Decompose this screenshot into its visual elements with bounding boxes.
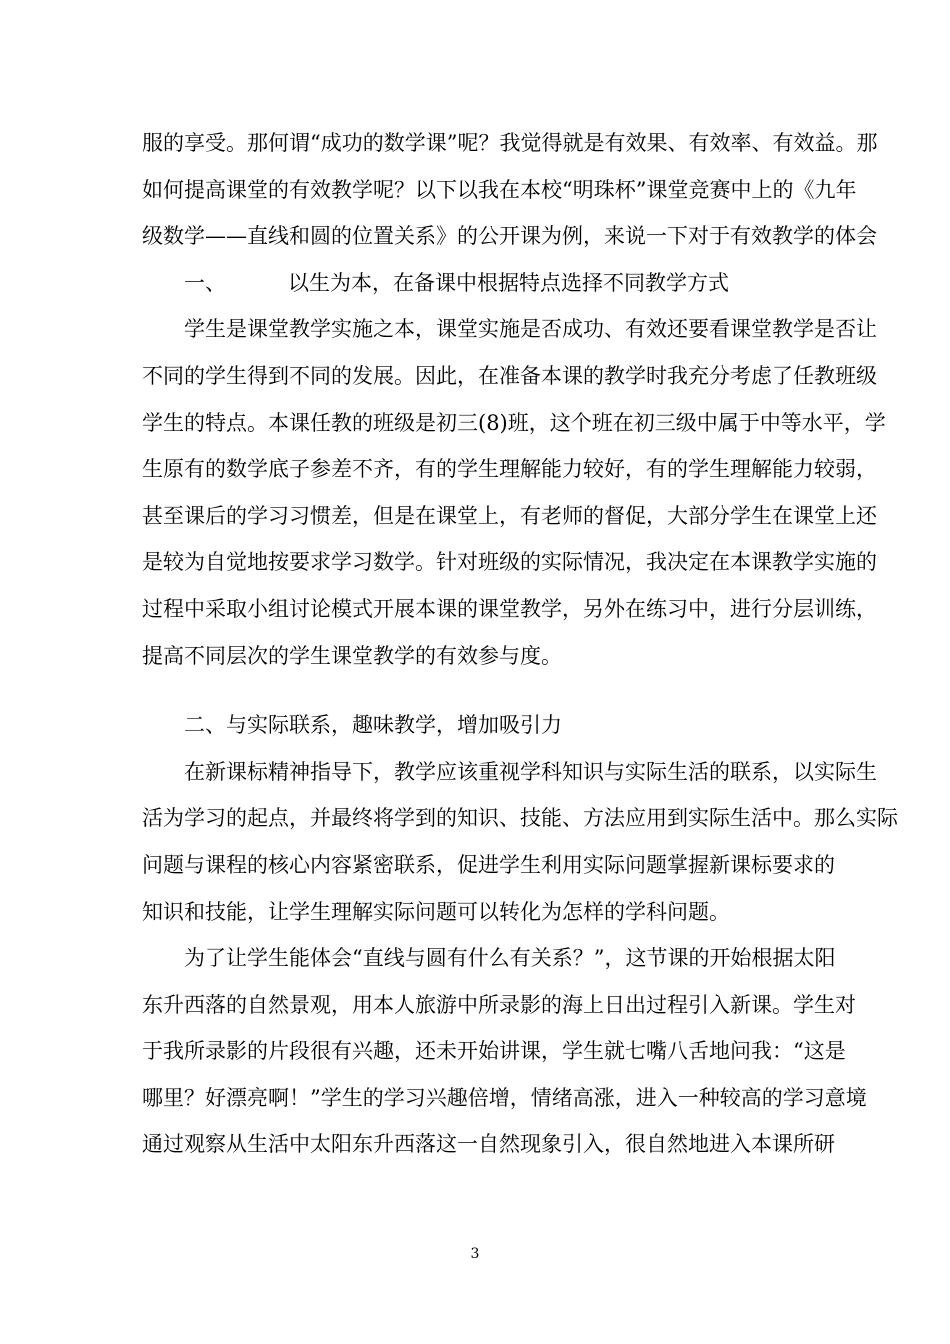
text-line: 于我所录影的片段很有兴趣，还未开始讲课，学生就七嘴八舌地问我：“这是	[142, 1039, 846, 1064]
section-heading-number: 一、	[184, 270, 226, 295]
section-heading-1	[142, 260, 808, 307]
text-line: 提高不同层次的学生课堂教学的有效参与度。	[142, 643, 562, 668]
text-line: 为了让学生能体会“直线与圆有什么有关系？”，这节课的开始根据太阳	[184, 946, 836, 971]
paragraph-gap	[142, 679, 808, 702]
text-line: 哪里？好漂亮啊！”学生的学习兴趣倍增，情绪高涨，进入一种较高的学习意境	[142, 1085, 867, 1110]
section-heading-2: 二、与实际联系，趣味教学，增加吸引力	[184, 713, 562, 738]
section-heading-text: 以生为本，在备课中根据特点选择不同教学方式	[288, 270, 729, 295]
text-line: 服的享受。那何谓“成功的数学课”呢？我觉得就是有效果、有效率、有效益。那	[142, 131, 878, 155]
text-line: 甚至课后的学习习惯差，但是在课堂上，有老师的督促，大部分学生在课堂上还	[142, 503, 877, 528]
text-line: 是较为自觉地按要求学习数学。针对班级的实际情况，我决定在本课教学实施的	[142, 550, 877, 575]
text-line: 问题与课程的核心内容紧密联系，促进学生利用实际问题掌握新课标要求的	[142, 852, 835, 877]
text-line: 活为学习的起点，并最终将学到的知识、技能、方法应用到实际生活中。那么实际	[142, 806, 898, 831]
text-line: 不同的学生得到不同的发展。因此，在准备本课的教学时我充分考虑了任教班级	[142, 363, 877, 388]
body-text	[142, 120, 898, 1168]
text-line: 通过观察从生活中太阳东升西落这一自然现象引入，很自然地进入本课所研	[142, 1132, 835, 1157]
text-line: 生原有的数学底子参差不齐，有的学生理解能力较好，有的学生理解能力较弱，	[142, 457, 877, 482]
text-line: 在新课标精神指导下，教学应该重视学科知识与实际生活的联系，以实际生	[184, 759, 877, 784]
text-line: 过程中采取小组讨论模式开展本课的课堂教学，另外在练习中，进行分层训练，	[142, 596, 877, 621]
page-number: 3	[470, 1246, 480, 1262]
text-line: 学生是课堂教学实施之本，课堂实施是否成功、有效还要看课堂教学是否让	[184, 317, 877, 342]
text-line: 东升西落的自然景观，用本人旅游中所录影的海上日出过程引入新课。学生对	[142, 992, 856, 1017]
text-line: 知识和技能，让学生理解实际问题可以转化为怎样的学科问题。	[142, 899, 730, 924]
text-line: 学生的特点。本课任教的班级是初三(8)班，这个班在初三级中属于中等水平，学	[142, 410, 886, 435]
text-line: 级数学——直线和圆的位置关系》的公开课为例，来说一下对于有效教学的体会	[142, 224, 877, 249]
text-line: 如何提高课堂的有效教学呢？以下以我在本校“明珠杯”课堂竞赛中上的《九年	[142, 177, 857, 202]
